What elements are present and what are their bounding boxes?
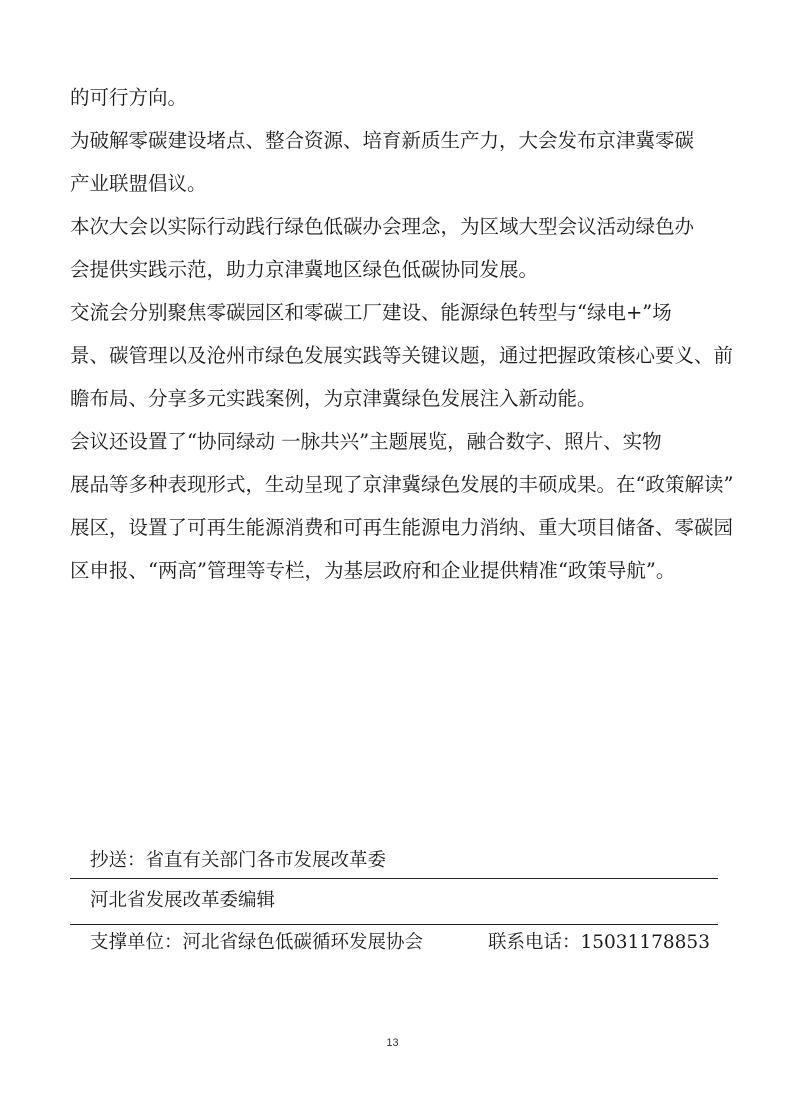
body-line: 本次大会以实际行动践行绿色低碳办会理念，为区域大型会议活动绿色办 [70,215,695,238]
body-line: 区申报、“两高”管理等专栏，为基层政府和企业提供精准“政策导航”。 [70,559,676,582]
cc-line: 抄送：省直有关部门各市发展改革委 [90,850,387,871]
support-row [70,920,720,966]
body-line: 的可行方向。 [70,86,188,109]
page-number: 13 [386,1037,399,1049]
body-line: 为破解零碳建设堵点、整合资源、培育新质生产力，大会发布京津冀零碳 [70,129,695,152]
body-line: 会议还设置了“协同绿动 一脉共兴”主题展览，融合数字、照片、实物 [70,430,662,453]
body-line: 景、碳管理以及沧州市绿色发展实践等关键议题，通过把握政策核心要义、前 [70,344,734,367]
contact-phone: 联系电话：15031178853 [488,932,710,953]
body-line: 瞻布局、分享多元实践案例，为京津冀绿色发展注入新动能。 [70,387,597,410]
support-unit: 支撑单位：河北省绿色低碳循环发展协会 [90,932,424,953]
body-line: 会提供实践示范，助力京津冀地区绿色低碳协同发展。 [70,258,539,281]
body-line: 交流会分别聚焦零碳园区和零碳工厂建设、能源绿色转型与“绿电+”场 [70,301,672,324]
editor-line: 河北省发展改革委编辑 [90,890,276,911]
body-line: 展区，设置了可再生能源消费和可再生能源电力消纳、重大项目储备、零碳园 [70,516,734,539]
body-line: 产业联盟倡议。 [70,172,207,195]
body-line: 展品等多种表现形式，生动呈现了京津冀绿色发展的丰硕成果。在“政策解读” [70,473,734,496]
